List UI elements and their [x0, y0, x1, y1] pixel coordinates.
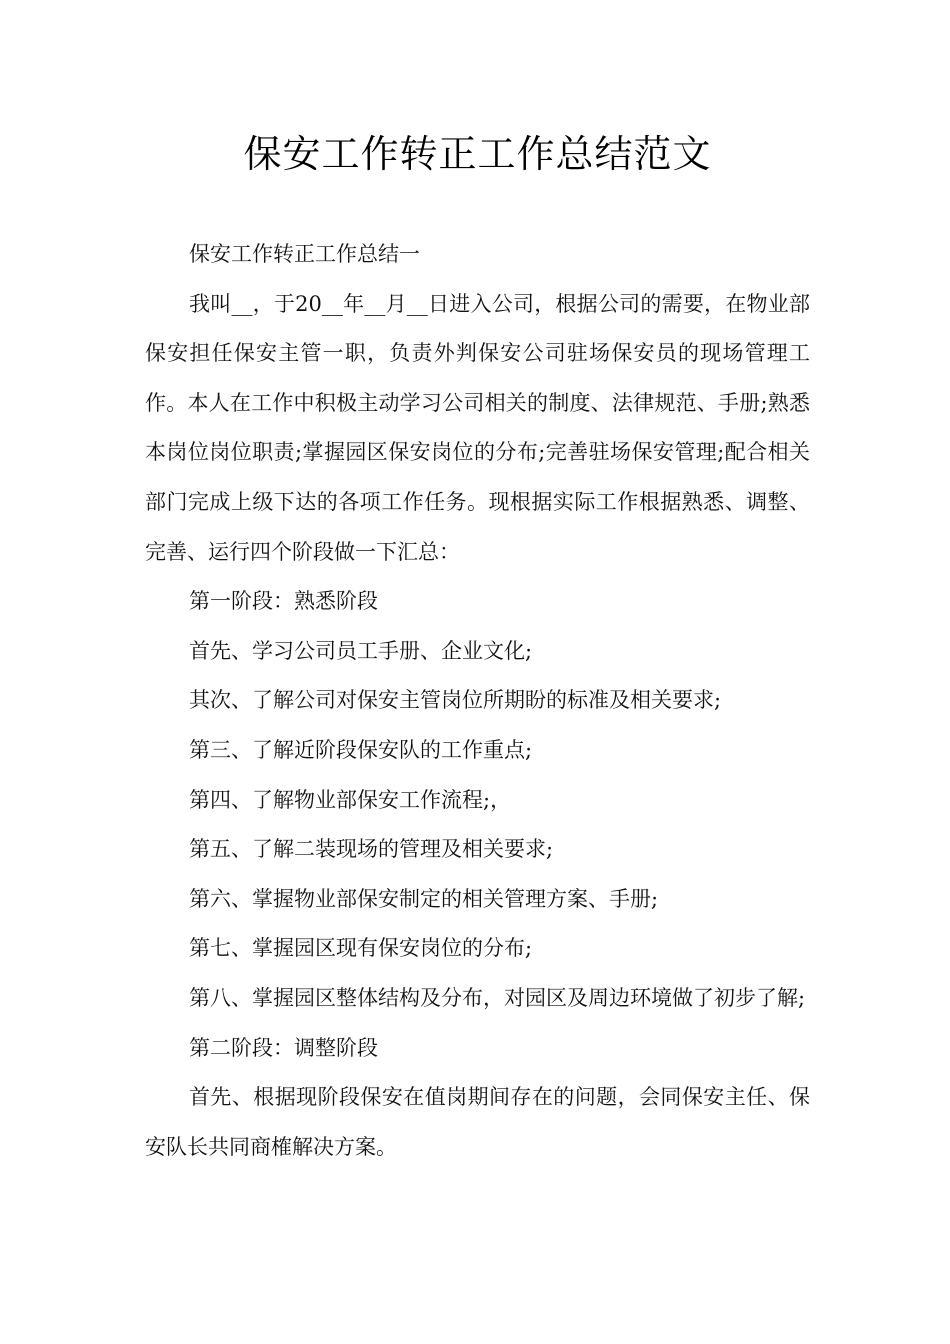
list-item: 第六、掌握物业部保安制定的相关管理方案、手册; [189, 886, 659, 911]
list-item: 首先、学习公司员工手册、企业文化; [189, 638, 533, 663]
list-item: 首先、根据现阶段保安在值岗期间存在的问题，会同保安主任、保安队长共同商榷解决方案。 [145, 1085, 810, 1159]
list-item: 第三、了解近阶段保安队的工作重点; [189, 737, 533, 762]
list-item: 第八、掌握园区整体结构及分布，对园区及周边环境做了初步了解; [189, 985, 806, 1010]
list-item: 第五、了解二装现场的管理及相关要求; [189, 837, 554, 862]
list-item: 其次、了解公司对保安主管岗位所期盼的标准及相关要求; [189, 688, 722, 713]
stage-one-heading: 第一阶段：熟悉阶段 [189, 589, 378, 614]
list-item: 第七、掌握园区现有保安岗位的分布; [189, 936, 533, 961]
list-item: 第四、了解物业部保安工作流程;， [189, 787, 512, 812]
section-heading-summary-one: 保安工作转正工作总结一 [189, 242, 420, 266]
stage-two-heading: 第二阶段：调整阶段 [189, 1035, 378, 1060]
document-body [145, 230, 810, 1172]
intro-paragraph: 我叫__，于20__年__月__日进入公司，根据公司的需要，在物业部保安担任保安主管一职，负责外判保安公司驻场保安员的现场管理工作。本人在工作中积极主动学习公司相关的制度、法律规范、手册;熟悉本岗位岗位职责;掌握园区保安岗位的分布;完善驻场保安管理;配合相关部门完成上级下达的各项工作任务。现根据实际工作根据熟悉、调整、完善、运行四个阶段做一下汇总： [145, 291, 810, 564]
document-title: 保安工作转正工作总结范文 [243, 132, 712, 176]
